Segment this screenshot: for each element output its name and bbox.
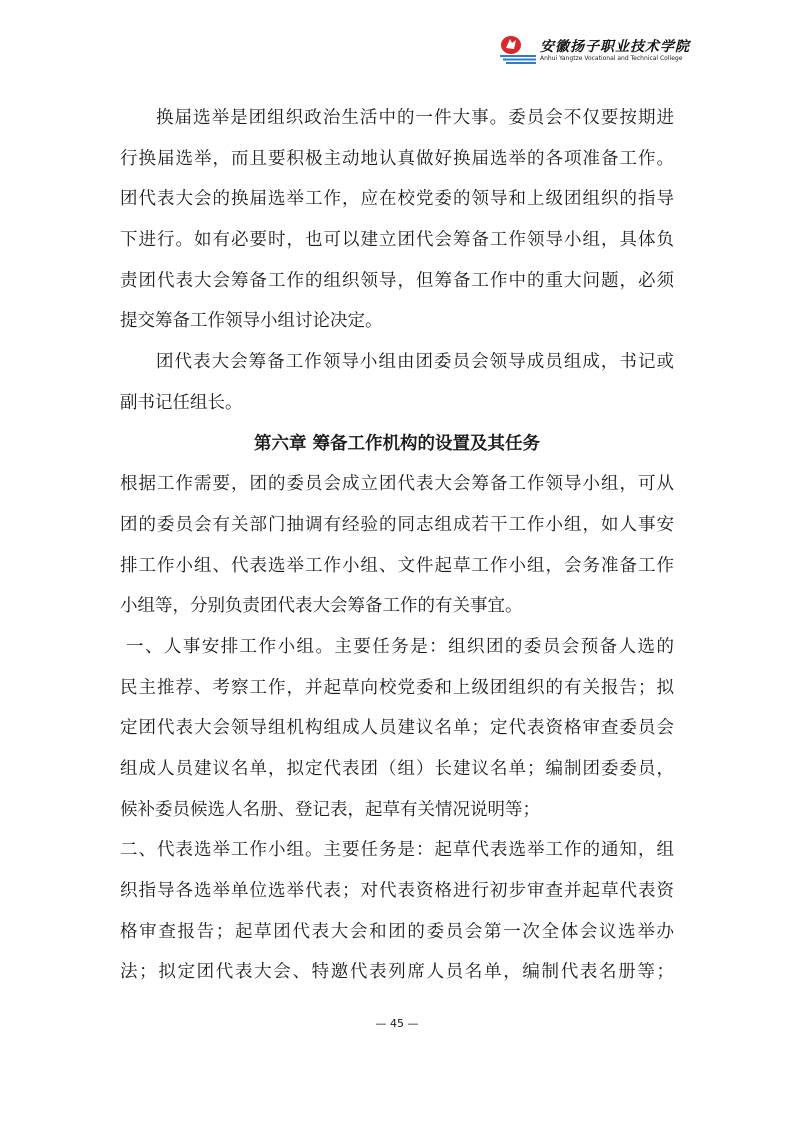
text-line: 下进行。如有必要时，也可以建立团代会筹备工作领导小组，具体负: [120, 230, 674, 251]
text-line: 民主推荐、考察工作，并起草向校党委和上级团组织的有关报告；拟: [120, 677, 674, 698]
text-line: 二、代表选举工作小组。主要任务是：起草代表选举工作的通知，组: [120, 840, 674, 861]
text-line: 格审查报告；起草团代表大会和团的委员会第一次全体会议选举办: [120, 921, 674, 942]
page-header: [498, 34, 690, 68]
text-line: 定团代表大会领导组机构组成人员建议名单；定代表资格审查委员会: [120, 718, 674, 739]
document-body: [120, 98, 674, 993]
text-line: 根据工作需要，团的委员会成立团代表大会筹备工作领导小组，可从: [120, 474, 674, 495]
text-line: 责团代表大会筹备工作的组织领导，但筹备工作中的重大问题，必须: [120, 270, 674, 291]
text-line: 团代表大会的换届选举工作，应在校党委的领导和上级团组织的指导: [120, 189, 674, 210]
text-line: 团的委员会有关部门抽调有经验的同志组成若干工作小组，如人事安: [120, 514, 674, 535]
text-line: 行换届选举，而且要积极主动地认真做好换届选举的各项准备工作。: [120, 148, 674, 169]
text-line: 候补委员候选人名册、登记表，起草有关情况说明等；: [120, 799, 540, 820]
text-line: 提交筹备工作领导小组讨论决定。: [120, 311, 383, 332]
college-name-cn: 安徽扬子职业技术学院: [540, 39, 690, 55]
text-line: 排工作小组、代表选举工作小组、文件起草工作小组，会务准备工作: [120, 555, 674, 576]
text-line: 团代表大会筹备工作领导小组由团委员会领导成员组成，书记或: [156, 352, 674, 373]
text-line: 一、人事安排工作小组。主要任务是：组织团的委员会预备人选的: [126, 636, 674, 657]
text-line: 法；拟定团代表大会、特邀代表列席人员名单，编制代表名册等；: [120, 962, 674, 983]
text-line: 组成人员建议名单，拟定代表团（组）长建议名单；编制团委委员，: [120, 759, 674, 779]
text-line: 小组等，分别负责团代表大会筹备工作的有关事宜。: [120, 596, 523, 617]
text-line: 副书记任组长。: [120, 392, 243, 413]
text-line: 换届选举是团组织政治生活中的一件大事。委员会不仅要按期进: [156, 108, 674, 128]
college-name-en: Anhui Yangtze Vocational and Technical College: [540, 55, 683, 62]
page-number: — 45 —: [375, 1017, 419, 1030]
text-line: 织指导各选举单位选举代表；对代表资格进行初步审查并起草代表资: [120, 881, 674, 902]
chapter-heading: 第六章 筹备工作机构的设置及其任务: [253, 433, 541, 454]
college-logo-icon: [498, 34, 538, 66]
